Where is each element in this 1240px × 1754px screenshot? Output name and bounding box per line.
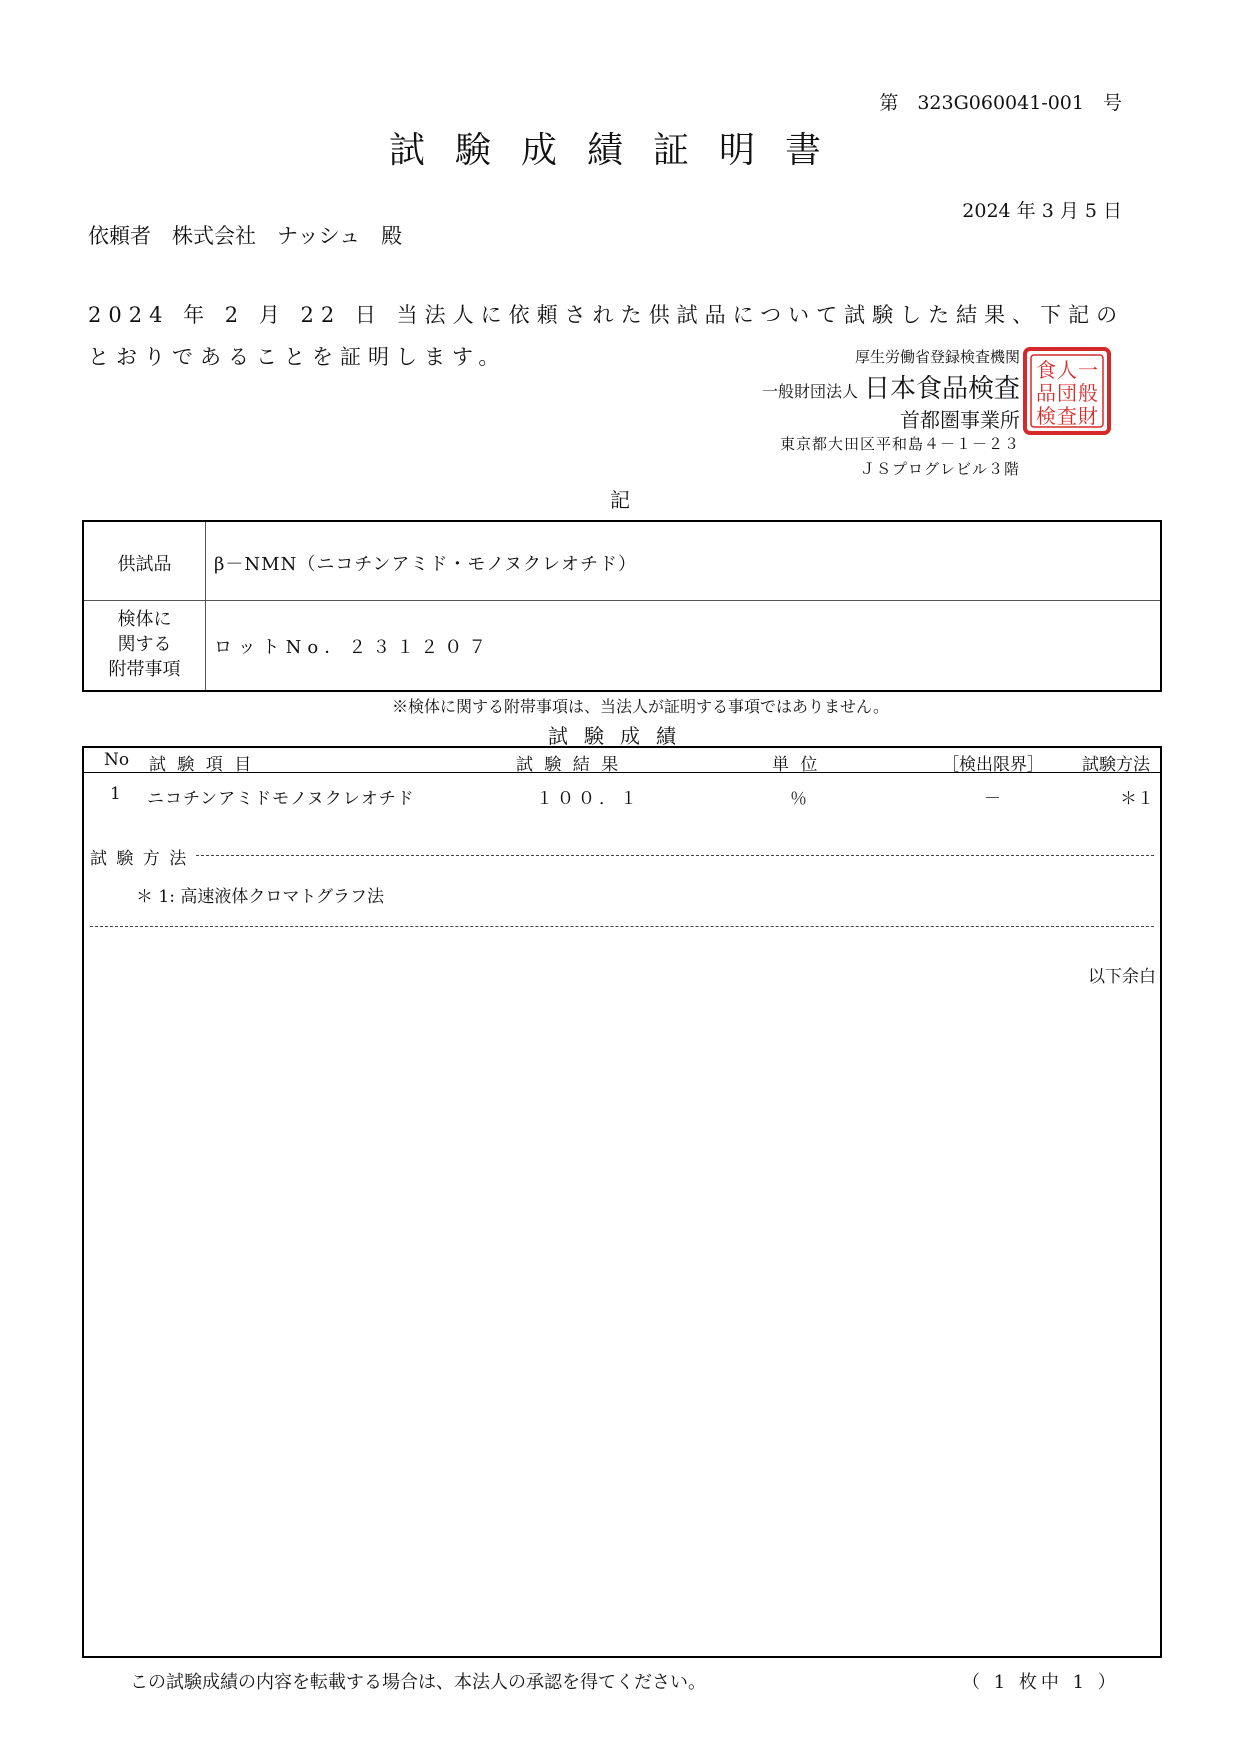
method-dashed-rule	[196, 855, 1154, 856]
specimen-value: ロットNo．２３１２０７	[214, 637, 493, 658]
specimen-row	[84, 601, 1160, 690]
issuer-org-name: 日本食品検査	[863, 374, 1020, 404]
svg-text:食: 食	[1036, 358, 1056, 382]
svg-text:団: 団	[1057, 381, 1077, 405]
method-heading: 試 験 方 法	[90, 849, 189, 869]
header-result: 試 験 結 果	[516, 755, 622, 775]
header-method: 試験方法	[1082, 755, 1150, 775]
sample-row	[84, 522, 1160, 601]
svg-text:財: 財	[1078, 404, 1098, 428]
issuer-registration: 厚生労働省登録検査機関	[854, 348, 1020, 366]
issuer-office: 首都圏事業所	[900, 408, 1020, 432]
header-limit: ［検出限界］	[942, 755, 1044, 775]
row-item: ニコチンアミドモノヌクレオチド	[147, 789, 415, 809]
header-no: No	[104, 750, 130, 770]
ki-heading: 記	[610, 488, 630, 512]
svg-text:品: 品	[1036, 381, 1056, 405]
page-count: （ 1 枚中 1 ）	[962, 1672, 1120, 1693]
header-item: 試 験 項 目	[149, 755, 255, 775]
results-table	[82, 746, 1162, 1658]
row-unit: ％	[790, 789, 807, 809]
issuer-block	[640, 346, 1020, 476]
svg-text:般: 般	[1078, 381, 1098, 405]
results-title: 試験成績	[548, 724, 692, 748]
sample-value: β－NMN（ニコチンアミド・モノヌクレオチド）	[214, 554, 637, 575]
specimen-label-line: 関する	[117, 634, 172, 655]
sample-label: 供試品	[117, 554, 172, 575]
row-no: 1	[110, 784, 121, 804]
certification-statement: 2024 年 2 月 22 日 当法人に依頼された供試品について試験した結果、下記のとおりであることを証明します。	[88, 303, 1125, 369]
row-result: １００．１	[536, 789, 641, 809]
end-note: 以下余白	[1088, 967, 1156, 987]
client-line: 依頼者 株式会社 ナッシュ 殿	[88, 224, 403, 248]
issuer-organization	[762, 368, 1020, 405]
disclaimer-note: ※検体に関する附帯事項は、当法人が証明する事項ではありません。	[392, 697, 889, 716]
end-dashed-rule	[90, 926, 1154, 927]
document-title: 試験成績証明書	[388, 130, 851, 171]
svg-text:一: 一	[1078, 358, 1098, 382]
issuer-org-prefix: 一般財団法人	[761, 382, 858, 401]
svg-text:人: 人	[1057, 358, 1077, 382]
svg-text:検: 検	[1036, 404, 1056, 428]
specimen-label-line: 検体に	[117, 609, 172, 630]
specimen-label	[84, 607, 205, 682]
certificate-number: 第 323G060041-001 号	[879, 92, 1122, 114]
row-method: ＊１	[1120, 789, 1154, 809]
method-line: ＊ 1: 高速液体クロマトグラフ法	[136, 887, 385, 907]
issuer-address-line1: 東京都大田区平和島４－１－２３	[779, 435, 1020, 453]
official-seal-stamp	[1022, 346, 1112, 436]
svg-text:査: 査	[1057, 404, 1077, 428]
sample-info-table	[82, 520, 1162, 692]
header-unit: 単 位	[772, 755, 821, 775]
issuer-address-line2: ＪＳプログレビル３階	[859, 460, 1020, 478]
issue-date: 2024 年 3 月 5 日	[962, 200, 1122, 222]
row-limit: －	[984, 789, 1001, 809]
specimen-label-line: 附帯事項	[108, 659, 181, 680]
reproduction-notice: この試験成績の内容を転載する場合は、本法人の承認を得てください。	[130, 1672, 706, 1693]
